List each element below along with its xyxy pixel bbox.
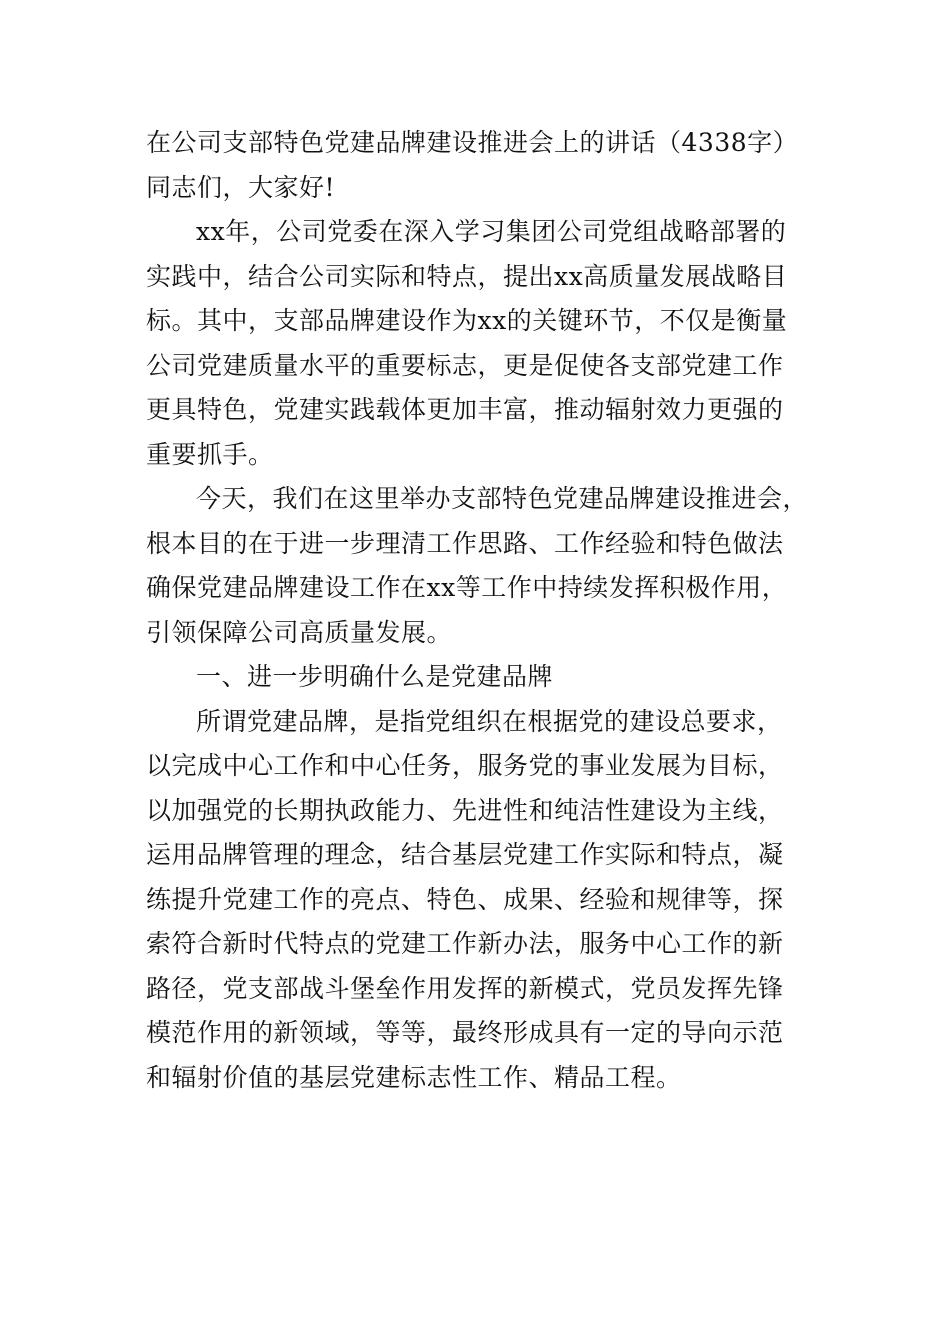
paragraph-line: 所谓党建品牌，是指党组织在根据党的建设总要求， bbox=[196, 706, 783, 736]
paragraph-line: 公司党建质量水平的重要标志，更是促使各支部党建工作 bbox=[146, 350, 784, 380]
paragraph-line: 练提升党建工作的亮点、特色、成果、经验和规律等，探 bbox=[146, 884, 784, 914]
greeting: 同志们，大家好! bbox=[146, 172, 336, 202]
paragraph-line: 以完成中心工作和中心任务，服务党的事业发展为目标， bbox=[146, 751, 784, 780]
document-body bbox=[146, 121, 809, 1100]
paragraph-1 bbox=[146, 210, 806, 477]
paragraph-line: 模范作用的新领域，等等，最终形成具有一定的导向示范 bbox=[146, 1018, 784, 1047]
paragraph-line: 标。其中，支部品牌建设作为xx的关键环节，不仅是衡量 bbox=[146, 306, 788, 335]
section-heading bbox=[146, 655, 806, 700]
paragraph-line: 根本目的在于进一步理清工作思路、工作经验和特色做法 bbox=[146, 528, 784, 558]
paragraph-line: 路径，党支部战斗堡垒作用发挥的新模式，党员发挥先锋 bbox=[146, 973, 784, 1003]
paragraph-line: 更具特色，党建实践载体更加丰富，推动辐射效力更强的 bbox=[146, 395, 784, 424]
paragraph-line: 运用品牌管理的理念，结合基层党建工作实际和特点，凝 bbox=[146, 840, 784, 869]
paragraph-2 bbox=[146, 477, 809, 655]
paragraph-line: 实践中，结合公司实际和特点，提出xx高质量发展战略目 bbox=[146, 261, 788, 291]
paragraph-line: 以加强党的长期执政能力、先进性和纯洁性建设为主线， bbox=[146, 795, 784, 825]
paragraph-line: 确保党建品牌建设工作在xx等工作中持续发挥积极作用， bbox=[146, 573, 788, 602]
paragraph-line: 引领保障公司高质量发展。 bbox=[146, 617, 453, 647]
paragraph-line: 重要抓手。 bbox=[146, 439, 274, 469]
paragraph-line: xx年，公司党委在深入学习集团公司党组战略部署的 bbox=[196, 217, 787, 246]
section-heading-text: 一、进一步明确什么是党建品牌 bbox=[196, 662, 554, 691]
paragraph-line: 今天，我们在这里举办支部特色党建品牌建设推进会， bbox=[196, 484, 809, 513]
paragraph-3 bbox=[146, 700, 806, 1101]
document-title: 在公司支部特色党建品牌建设推进会上的讲话（4338字） bbox=[146, 128, 799, 157]
paragraph-line: 索符合新时代特点的党建工作新办法，服务中心工作的新 bbox=[146, 929, 784, 958]
paragraph-line: 和辐射价值的基层党建标志性工作、精品工程。 bbox=[146, 1062, 682, 1092]
